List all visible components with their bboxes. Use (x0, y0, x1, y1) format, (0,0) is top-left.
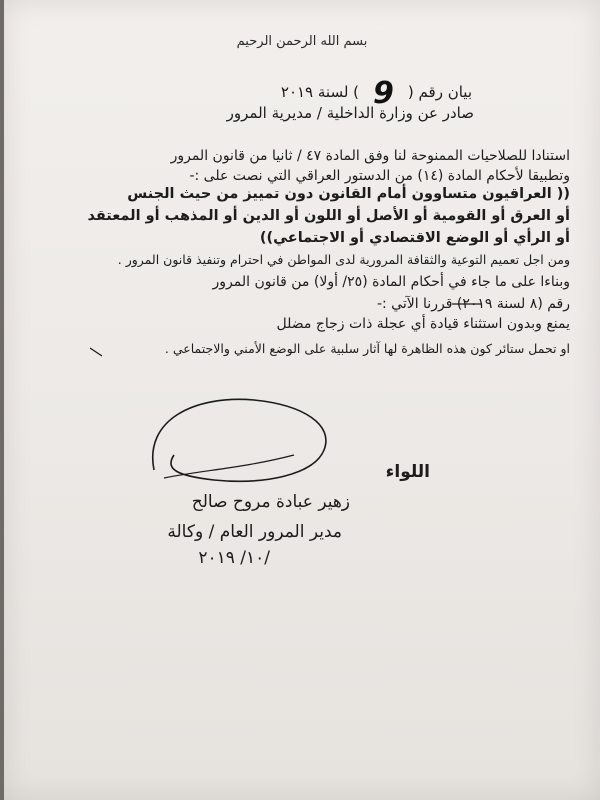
body-line-6: ومن اجل تعميم التوعية والثقافة المرورية لدى المواطن في احترام وتنفيذ قانون المرور . (117, 252, 570, 267)
statement-number: 9 (373, 76, 394, 111)
issuer-line: صادر عن وزارة الداخلية / مديرية المرور (226, 104, 474, 122)
statement-label: بيان رقم ( (407, 83, 472, 101)
statement-year: ) لسنة ٢٠١٩ (280, 83, 360, 101)
basmala: بسم الله الرحمن الرحيم (236, 34, 368, 49)
signature-name: زهير عبادة مروح صالح (191, 492, 350, 512)
body-line-2: وتطبيقا لأحكام المادة (١٤) من الدستور العراقي التي نصت على :- (189, 168, 570, 184)
signature-scribble (4, 0, 600, 800)
body-line-1: استنادا للصلاحيات الممنوحة لنا وفق المادة ٤٧ / ثانيا من قانون المرور (170, 148, 570, 164)
body-line-9: يمنع وبدون استثناء قيادة أي عجلة ذات زجاج مضلل (276, 316, 570, 332)
body-line-10: او تحمل ستائر كون هذه الظاهرة لها آثار سلبية على الوضع الأمني والاجتماعي . (164, 341, 570, 356)
body-line-7: وبناءا على ما جاء في أحكام المادة (٢٥/ أولا) من قانون المرور (212, 274, 570, 290)
body-line-4: أو العرق أو القومية أو الأصل أو اللون أو الدين أو المذهب أو المعتقد (87, 208, 570, 224)
document-page (4, 0, 600, 800)
signature-date: /١٠/ ٢٠١٩ (198, 548, 270, 568)
signature-position: مدير المرور العام / وكالة (167, 522, 342, 542)
body-line-8: رقم (٨ لسنة ٢٠١٩) قررنا الآتي :- (376, 296, 570, 312)
signature-rank: اللواء (385, 462, 430, 482)
body-line-5: أو الرأي أو الوضع الاقتصادي أو الاجتماعي)) (259, 230, 570, 246)
body-line-3: (( العراقيون متساوون أمام القانون دون تمييز من حيث الجنس (127, 186, 570, 202)
